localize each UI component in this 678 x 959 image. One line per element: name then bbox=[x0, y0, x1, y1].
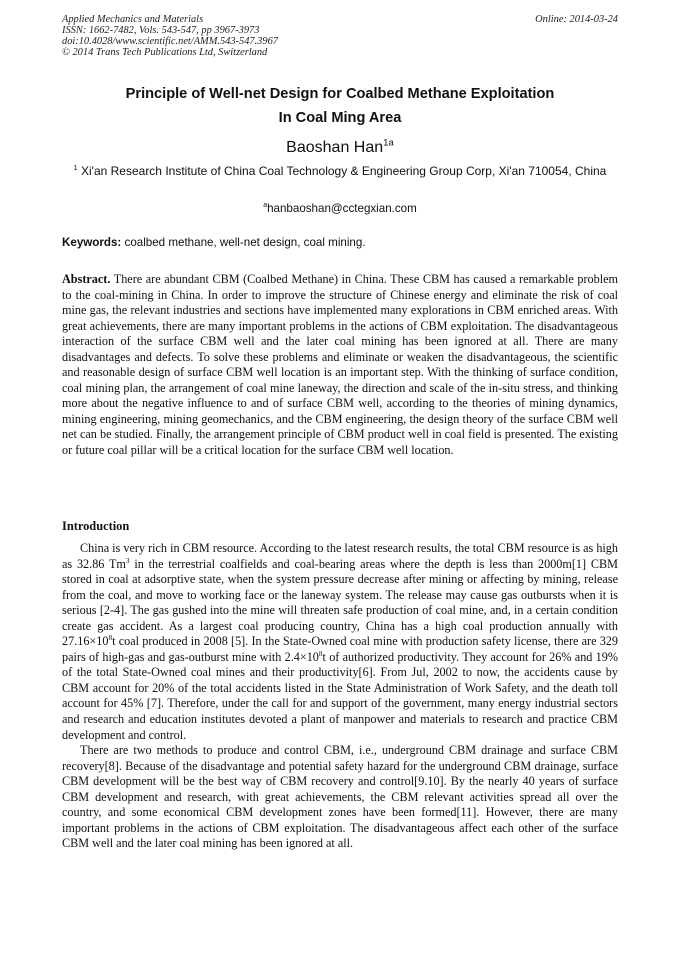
affiliation bbox=[62, 164, 618, 180]
abstract-label: Abstract. bbox=[62, 272, 111, 286]
email-mark: a bbox=[263, 202, 268, 210]
keywords-text: coalbed methane, well-net design, coal mining. bbox=[124, 236, 366, 249]
affiliation-text: Xi'an Research Institute of China Coal Technology & Engineering Group Corp, Xi'an 710054, China bbox=[80, 164, 607, 178]
superscript: 8 bbox=[318, 648, 323, 658]
doi-line: doi:10.4028/www.scientific.net/AMM.543-547.3967 bbox=[62, 36, 278, 47]
title-line-2: In Coal Ming Area bbox=[278, 110, 402, 126]
paragraph-text: t coal produced in 2008 [5]. In the State-Owned coal mine with production safety license, there are 329 pairs of high-gas and gas-outburst mine with 2.4×10 bbox=[62, 634, 618, 664]
keywords-label: Keywords: bbox=[62, 236, 122, 249]
paper-title bbox=[62, 82, 618, 130]
email-address: hanbaoshan@cctegxian.com bbox=[267, 202, 417, 215]
superscript: 3 bbox=[125, 555, 130, 565]
copyright-line: © 2014 Trans Tech Publications Ltd, Switzerland bbox=[62, 47, 268, 58]
abstract bbox=[62, 272, 618, 458]
paragraph-text: t of authorized productivity. They account for 26% and 19% of the total State-Owned coal mines and their productivity[6]. From Jul, 2002 to now, the accidents cause by CBM account for 20% of the total accidents listed in the State Administration of Work Safety, and the death toll account for 45% [7]. Therefore, under the call for and support of the government, many energy industrial sectors and research and education institutes devoted a plant of manpower and materials to research and practice CBM development and control. bbox=[62, 649, 618, 742]
paragraph: There are two methods to produce and control CBM, i.e., underground CBM drainage and surface CBM recovery[8]. Because of the disadvantage and potential safety hazard for the underground CBM drainage, surface CBM development will be the best way of CBM recovery and control[9.10]. By the nearly 40 years of surface CBM development and research, with great achievements, the CBM relevant activities spread all over the country, and some economical CBM development zones have been formed[11]. However, there are many important problems in the actions of CBM exploitation. The disadvantageous affect each other of the surface CBM well and the later coal mining has been ignored at all. bbox=[62, 743, 618, 851]
affiliation-mark: 1 bbox=[73, 163, 78, 172]
issn-line: ISSN: 1662-7482, Vols. 543-547, pp 3967-3973 bbox=[62, 25, 260, 36]
running-header bbox=[62, 14, 618, 58]
online-date: Online: 2014-03-24 bbox=[535, 14, 618, 25]
author-email bbox=[62, 201, 618, 216]
author-mark: 1a bbox=[383, 137, 394, 149]
author bbox=[62, 138, 618, 158]
title-line-1: Principle of Well-net Design for Coalbed Methane Exploitation bbox=[125, 86, 555, 102]
superscript: 8 bbox=[108, 633, 113, 643]
abstract-text: There are abundant CBM (Coalbed Methane) in China. These CBM has caused a remarkable problem to the coal-mining in China. In order to improve the structure of Chinese energy and eliminate the risk of coal mine gas, the relevant industries and sections have implemented many explorations in CBM enriched areas. With great achievements, there are many important problems in the actions of CBM exploitation. The disadvantageous interaction of the surface CBM well and the later coal mining has been ignored at all. There are many disadvantages and defects. To solve these problems and eliminate or weaken the disadvantageous, the scientific and reasonable design of surface CBM well location is an important step. With the thinking of surface condition, coal mining plan, the arrangement of coal mine laneway, the direction and scale of the in-situ stress, and thinking more about the negative influence to and of surface CBM well, according to the theories of mining dynamics, mining engineering, mining geomechanics, and the CBM engineering, the design theory of the surface CBM well net can be studied. Finally, the arrangement principle of CBM product well in coal field is presented. The existing or future coal pillar will be a critical location for the surface CBM well location. bbox=[62, 272, 618, 457]
journal-name: Applied Mechanics and Materials bbox=[62, 14, 204, 25]
paragraph bbox=[62, 541, 618, 743]
section-heading: Introduction bbox=[62, 519, 130, 533]
author-name: Baoshan Han bbox=[286, 139, 384, 156]
introduction-body bbox=[62, 541, 618, 852]
keywords bbox=[62, 235, 618, 250]
paragraph-text: in the terrestrial coalfields and coal-bearing areas where the depth is less than 2000m[1] CBM stored in coal at adsorptive state, when the system pressure decrease after mining or affecting by mining, release from the coal, and move to working face or the laneway system. The release may cause gas outbursts when it is serious [2-4]. The gas gushed into the mine will threaten safe production of coal mine, and, in a certain condition create gas accident. As a largest coal producing country, China has a high coal production annually with 27.16×10 bbox=[62, 556, 618, 649]
paragraph-text: China is very rich in CBM resource. According to the latest research results, the total CBM resource is as high as 32.86 Tm bbox=[62, 541, 618, 571]
